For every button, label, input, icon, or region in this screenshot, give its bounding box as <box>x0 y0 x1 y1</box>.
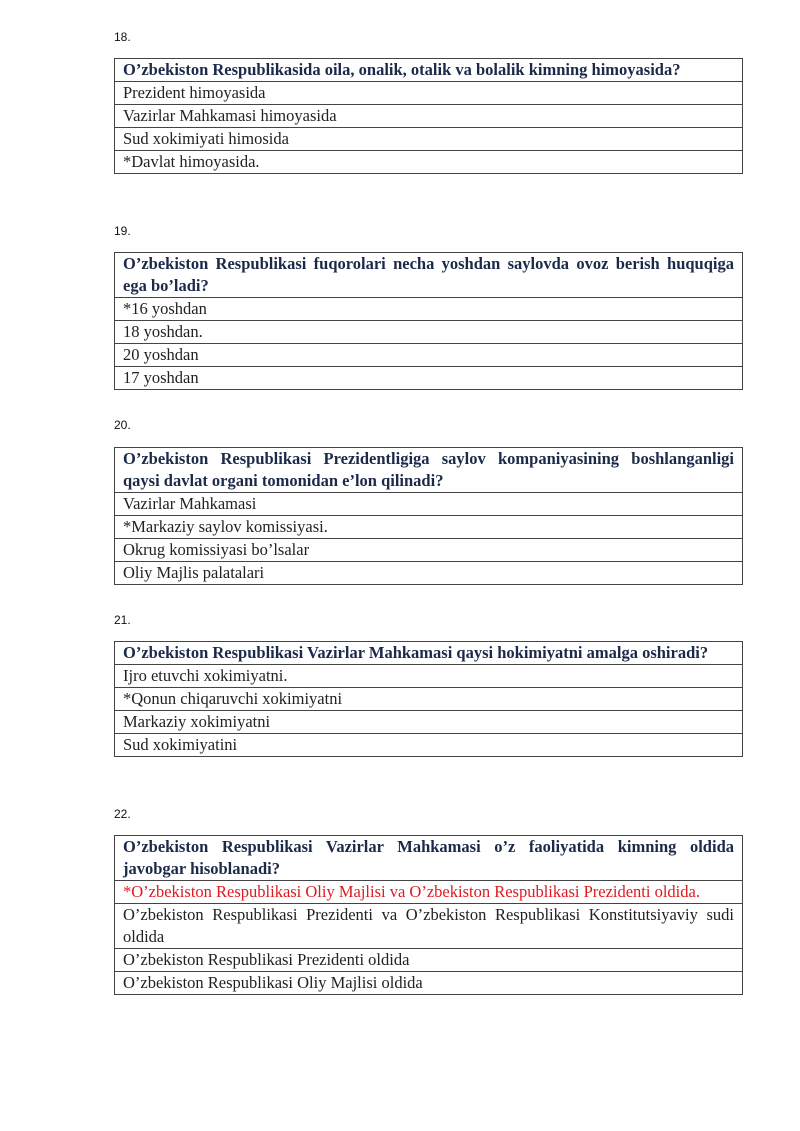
answer-option: Vazirlar Mahkamasi himoyasida <box>115 105 743 128</box>
answer-option: *16 yoshdan <box>115 298 743 321</box>
question-text: O’zbekiston Respublikasi Vazirlar Mahkamasi o’z faoliyatida kimning oldida javobgar hisoblanadi? <box>115 836 743 881</box>
question-number: 21. <box>114 613 131 627</box>
answer-option: Sud xokimiyatini <box>115 734 743 757</box>
answer-option: Oliy Majlis palatalari <box>115 562 743 585</box>
answer-option: Vazirlar Mahkamasi <box>115 493 743 516</box>
answer-option: O’zbekiston Respublikasi Oliy Majlisi oldida <box>115 972 743 995</box>
answer-option: Prezident himoyasida <box>115 82 743 105</box>
answer-option: *Markaziy saylov komissiyasi. <box>115 516 743 539</box>
question-table <box>114 58 743 174</box>
answer-option: O’zbekiston Respublikasi Prezidenti oldida <box>115 949 743 972</box>
answer-option: 18 yoshdan. <box>115 321 743 344</box>
answer-option: Sud xokimiyati himosida <box>115 128 743 151</box>
answer-option: 17 yoshdan <box>115 367 743 390</box>
answer-option: *Qonun chiqaruvchi xokimiyatni <box>115 688 743 711</box>
question-text: O’zbekiston Respublikasi fuqorolari necha yoshdan saylovda ovoz berish huquqiga ega bo’ladi? <box>115 253 743 298</box>
question-number: 20. <box>114 418 131 432</box>
question-number: 18. <box>114 30 131 44</box>
question-text: O’zbekiston Respublikasida oila, onalik, otalik va bolalik kimning himoyasida? <box>115 59 743 82</box>
question-table <box>114 252 743 390</box>
question-text: O’zbekiston Respublikasi Vazirlar Mahkamasi qaysi hokimiyatni amalga oshiradi? <box>115 642 743 665</box>
answer-option: 20 yoshdan <box>115 344 743 367</box>
question-number: 19. <box>114 224 131 238</box>
question-text: O’zbekiston Respublikasi Prezidentligiga saylov kompaniyasining boshlanganligi qaysi davlat organi tomonidan e’lon qilinadi? <box>115 448 743 493</box>
question-table <box>114 447 743 585</box>
answer-option: *Davlat himoyasida. <box>115 151 743 174</box>
answer-option-highlighted: *O’zbekiston Respublikasi Oliy Majlisi va O’zbekiston Respublikasi Prezidenti oldida. <box>115 881 743 904</box>
answer-option: Okrug komissiyasi bo’lsalar <box>115 539 743 562</box>
answer-option: Ijro etuvchi xokimiyatni. <box>115 665 743 688</box>
answer-option: Markaziy xokimiyatni <box>115 711 743 734</box>
question-table <box>114 641 743 757</box>
question-number: 22. <box>114 807 131 821</box>
question-table <box>114 835 743 995</box>
answer-option: O’zbekiston Respublikasi Prezidenti va O’zbekiston Respublikasi Konstitutsiyaviy sudi oldida <box>115 904 743 949</box>
